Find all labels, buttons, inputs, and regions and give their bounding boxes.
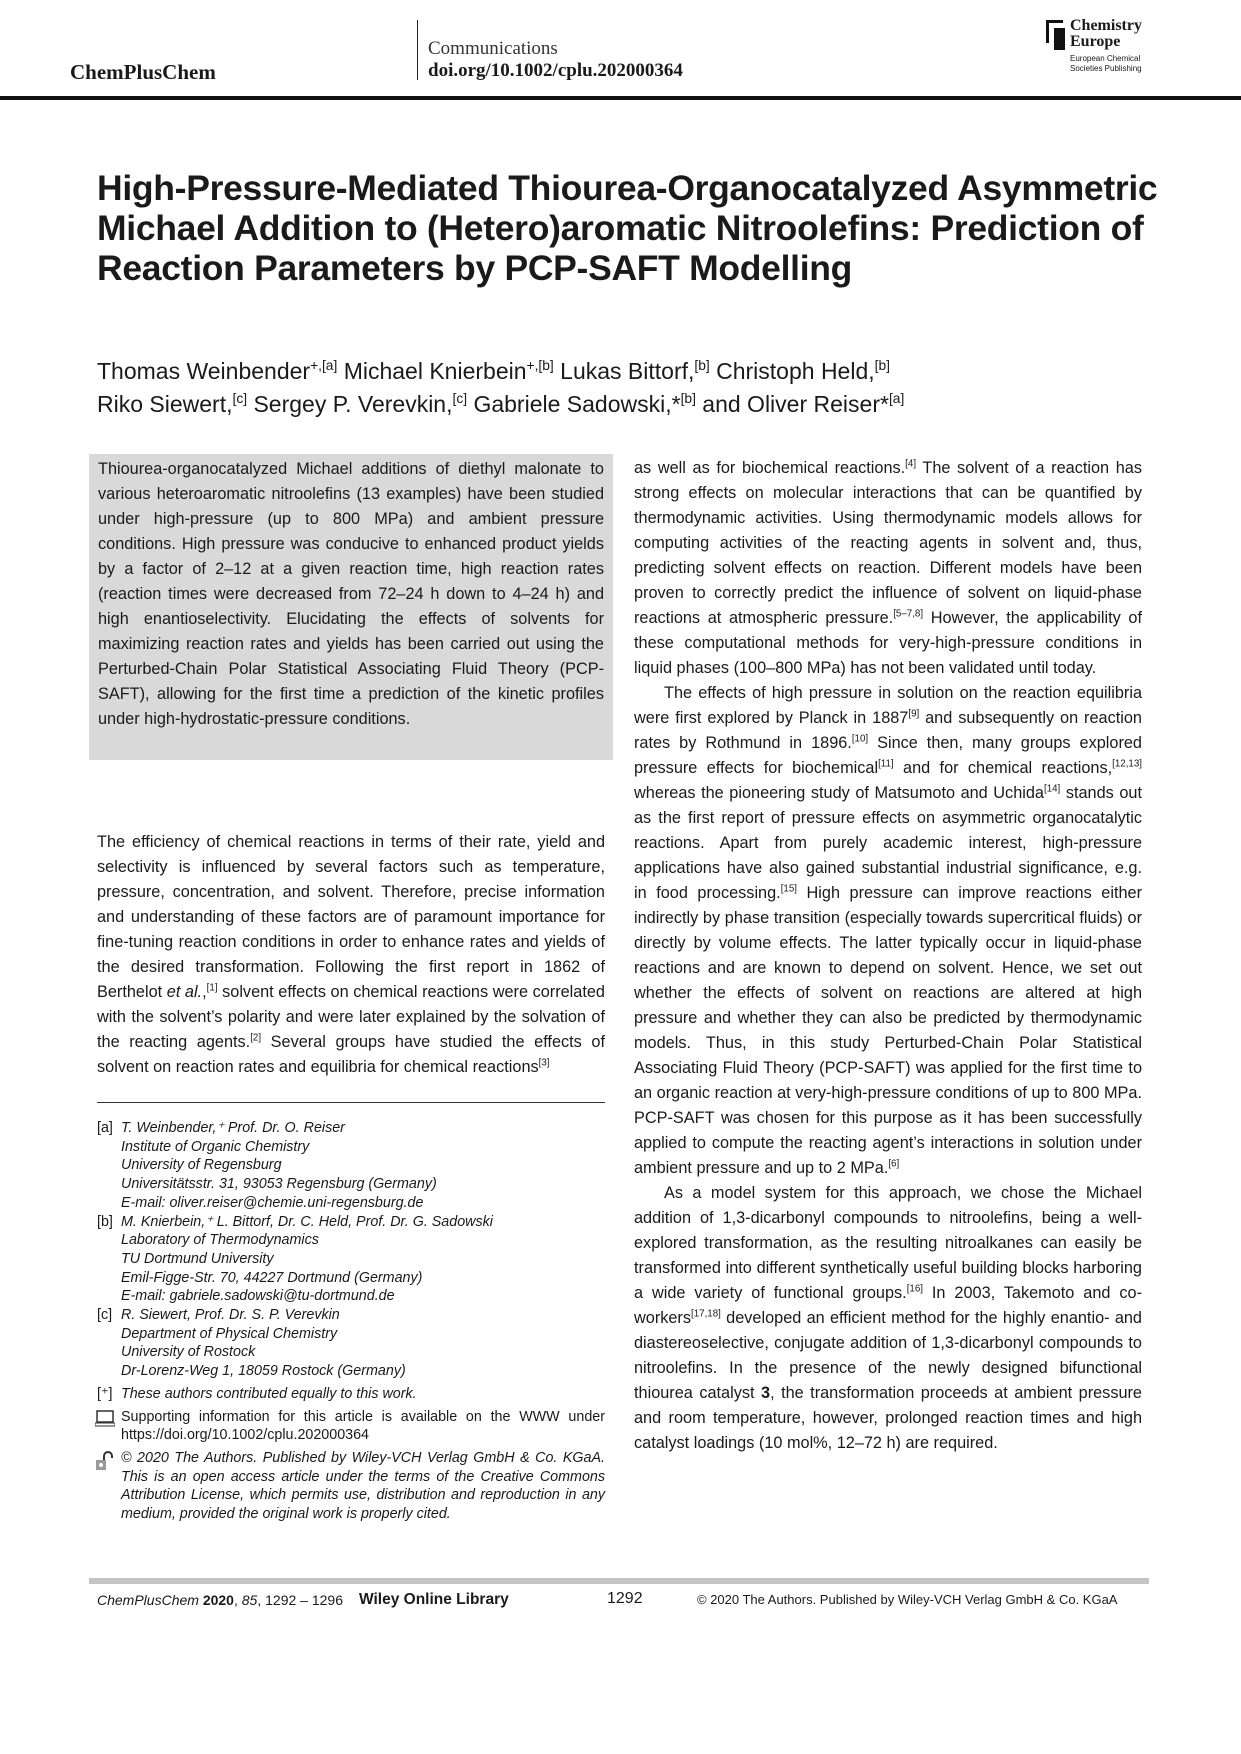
- footnotes: [97, 1119, 605, 1524]
- reference-superscript: [b]: [694, 358, 710, 374]
- text-run: Lukas Bittorf,: [553, 358, 695, 384]
- right_body-paragraph: [634, 681, 1142, 1181]
- affiliation-line: University of Rostock: [121, 1344, 256, 1361]
- affiliation-line: Department of Physical Chemistry: [121, 1325, 338, 1342]
- reference-superscript: [11]: [878, 758, 894, 770]
- page-footer: [97, 1592, 1147, 1614]
- text-run: and Oliver Reiser*: [695, 391, 889, 417]
- affiliation-line: University of Regensburg: [121, 1157, 282, 1174]
- footer-journal: ChemPlusChem: [97, 1592, 199, 1608]
- reference-superscript: [6]: [888, 1158, 900, 1170]
- reference-superscript: [1]: [206, 982, 218, 994]
- affiliation-line: Emil-Figge-Str. 70, 44227 Dortmund (Germany): [121, 1269, 423, 1286]
- reference-superscript: [4]: [905, 458, 917, 470]
- text-run: Michael Knierbein: [337, 358, 527, 384]
- text-run: Gabriele Sadowski,*: [467, 391, 681, 417]
- reference-superscript: [17,18]: [691, 1308, 721, 1320]
- right_body-paragraph: [634, 456, 1142, 681]
- affiliation-line: T. Weinbender,⁺ Prof. Dr. O. Reiser: [121, 1120, 345, 1136]
- affiliation-label: [b]: [97, 1213, 113, 1230]
- text-run: Thomas Weinbender: [97, 358, 311, 384]
- text-run: stands out as the first report of pressure effects on asymmetric organocatalytic reactions. Apart from purely academic interest, high-pressure applications have also gained substantial industrial significance, e.g. in food processing.: [634, 784, 1142, 902]
- reference-superscript: [5–7,8]: [893, 608, 924, 620]
- text-run: As a model system for this approach, we chose the Michael addition of 1,3-dicarbonyl compounds to nitroolefins, being a well-explored transformation, as the resulting nitroalkanes can easily be transformed into different synthetically useful building blocks harboring a wide variety of functional groups.: [634, 1184, 1142, 1302]
- text-run: The efficiency of chemical reactions in terms of their rate, yield and selectivity is influenced by several factors such as temperature, pressure, concentration, and solvent. Therefore, precise information and understanding of these factors are of paramount importance for fine-tuning reaction conditions in order to enhance rates and yields of the desired transformation. Following the first report in 1862 of Berthelot: [97, 833, 605, 1001]
- supporting-info-text[interactable]: Supporting information for this article is available on the WWW under https://doi.org/10.1002/cplu.202000364: [121, 1408, 605, 1444]
- text-run: , the transformation proceeds at ambient pressure and room temperature, however, prolonged reaction times and high catalyst loadings (10 mol%, 12–72 h) are required.: [634, 1384, 1142, 1452]
- body-right-column: [634, 456, 1142, 1456]
- text-run: The solvent of a reaction has strong effects on molecular interactions that can be quantified by thermodynamic activities. Using thermodynamic models allows for computing activities of the reacting agents in solvent and, thus, predicting solvent effects on reaction. Different models have been proven to correctly predict the influence of solvent on liquid-phase reactions at atmospheric pressure.: [634, 459, 1142, 627]
- text-run: Riko Siewert,: [97, 391, 233, 417]
- abstract: [89, 454, 613, 760]
- footer-bar: [89, 1578, 1149, 1584]
- equal-contribution-label: [⁺]: [97, 1385, 113, 1402]
- chemistry-europe-logo: [1046, 18, 1176, 80]
- affiliation: [97, 1119, 605, 1213]
- license-text: © 2020 The Authors. Published by Wiley-VCH Verlag GmbH & Co. KGaA. This is an open access article under the terms of the Creative Commons Attribution License, which permits use, distribution and reproduction in any medium, provided the original work is properly cited.: [121, 1449, 605, 1523]
- equal-contribution-note: [97, 1385, 605, 1404]
- footer-volume: 85: [241, 1592, 258, 1608]
- text-run: et al.: [166, 983, 203, 1001]
- supporting-info-note: [97, 1408, 605, 1445]
- author-list: [97, 355, 1217, 421]
- left_body-paragraph: [97, 830, 605, 1080]
- affiliations: [97, 1119, 605, 1381]
- header-divider: [417, 20, 418, 80]
- text-run: and for chemical reactions,: [893, 759, 1113, 777]
- logo-sub-line2: Societies Publishing: [1070, 64, 1142, 73]
- text-run: solvent effects on chemical reactions were correlated with the solvent’s polarity and were later explained by the solvation of the reacting agents.: [97, 983, 605, 1051]
- reference-superscript: [b]: [680, 391, 696, 407]
- text-run: In 2003, Takemoto and co-workers: [634, 1284, 1142, 1327]
- logo-subtitle: [1070, 54, 1142, 74]
- affiliation-line: Institute of Organic Chemistry: [121, 1138, 310, 1155]
- footnote-rule: [97, 1102, 605, 1103]
- text-run: ,: [202, 983, 207, 1001]
- open-lock-icon: [95, 1451, 115, 1477]
- text-run: The effects of high pressure in solution on the reaction equilibria were first explored by Planck in 1887: [634, 684, 1142, 727]
- text-run: and subsequently on reaction rates by Rothmund in 1896.: [634, 709, 1142, 752]
- equal-contribution-text: These authors contributed equally to this work.: [121, 1385, 417, 1402]
- affiliation-line: Universitätsstr. 31, 93053 Regensburg (Germany): [121, 1176, 437, 1193]
- reference-superscript: [2]: [250, 1032, 262, 1044]
- affiliation: [97, 1306, 605, 1381]
- authors-paragraph: [97, 355, 1217, 388]
- wiley-online-library-link[interactable]: Wiley Online Library: [359, 1591, 509, 1608]
- affiliation-label: [c]: [97, 1307, 113, 1324]
- header-rule: [0, 96, 1241, 100]
- affiliation-line[interactable]: E-mail: oliver.reiser@chemie.uni-regensburg.de: [121, 1194, 424, 1211]
- authors-paragraph: [97, 388, 1217, 421]
- text-run: 3: [761, 1384, 771, 1402]
- logo-name-line2: Europe: [1070, 33, 1121, 50]
- footer-year: 2020: [202, 1592, 234, 1608]
- affiliation-line[interactable]: E-mail: gabriele.sadowski@tu-dortmund.de: [121, 1288, 395, 1305]
- computer-icon: [95, 1410, 115, 1434]
- reference-superscript: +,[a]: [310, 358, 338, 374]
- text-run: whereas the pioneering study of Matsumoto and Uchida: [634, 784, 1044, 802]
- reference-superscript: [3]: [538, 1057, 550, 1069]
- text-run: developed an efficient method for the highly enantio- and diastereoselective, conjugate addition of 1,3-dicarbonyl compounds to nitroolefins. In the presence of the newly designed bifunctional thiourea catalyst: [634, 1309, 1142, 1402]
- reference-superscript: [14]: [1043, 783, 1061, 795]
- text-run: Several groups have studied the effects of solvent on reaction rates and equilibria for chemical reactions: [97, 1033, 605, 1076]
- reference-superscript: +,[b]: [526, 358, 554, 374]
- logo-name-line1: Chemistry: [1070, 17, 1142, 34]
- reference-superscript: [a]: [888, 391, 905, 407]
- logo-name: [1070, 18, 1142, 50]
- reference-superscript: [16]: [906, 1283, 923, 1295]
- footer-pages: , 1292 – 1296: [257, 1592, 343, 1608]
- reference-superscript: [9]: [908, 708, 920, 720]
- text-run: Christoph Held,: [709, 358, 875, 384]
- citation: ChemPlusChem 2020, 85, 1292 – 1296: [97, 1592, 343, 1608]
- doi-link[interactable]: doi.org/10.1002/cplu.202000364: [428, 60, 683, 81]
- left-column: [97, 830, 605, 1524]
- logo-mark-block-icon: [1054, 28, 1065, 50]
- affiliation: [97, 1213, 605, 1307]
- affiliation-line: TU Dortmund University: [121, 1250, 274, 1267]
- reference-superscript: [10]: [851, 733, 869, 745]
- body-left-column: [97, 830, 605, 1080]
- affiliation-line: M. Knierbein,⁺ L. Bittorf, Dr. C. Held, Prof. Dr. G. Sadowski: [121, 1213, 493, 1230]
- affiliation-label: [a]: [97, 1120, 113, 1136]
- text-run: Since then, many groups explored pressure effects for biochemical: [634, 734, 1142, 777]
- right_body-paragraph: [634, 1181, 1142, 1456]
- reference-superscript: [c]: [452, 391, 468, 407]
- logo-sub-line1: European Chemical: [1070, 54, 1141, 63]
- reference-superscript: [15]: [780, 883, 797, 895]
- section-label: Communications: [428, 38, 558, 59]
- affiliation-line: Laboratory of Thermodynamics: [121, 1232, 319, 1249]
- text-run: However, the applicability of these computational methods for very-high-pressure conditions in liquid phases (100–800 MPa) has not been validated until today.: [634, 609, 1142, 677]
- footer-copyright: © 2020 The Authors. Published by Wiley-VCH Verlag GmbH & Co. KGaA: [697, 1592, 1118, 1607]
- text-run: Thiourea-organocatalyzed Michael additions of diethyl malonate to various heteroaromatic nitroolefins (13 examples) have been studied under high-pressure (up to 800 MPa) and ambient pressure conditions. High pressure was conducive to enhanced product yields by a factor of 2–12 at a given reaction time, high reaction rates (reaction times were decreased from 72–24 h down to 4–24 h) and high enantioselectivity. Elucidating the effects of solvents for maximizing reaction rates and yields has been carried out using the Perturbed-Chain Polar Statistical Associating Fluid Theory (PCP-SAFT), allowing for the first time a prediction of the kinetic profiles under high-hydrostatic-pressure conditions.: [98, 460, 604, 728]
- text-run: High pressure can improve reactions either indirectly by phase transition (especially towards supercritical fluids) or directly by volume effects. The latter typically occur in liquid-phase reactions and are known to depend on solvent. Hence, we set out whether the effects of solvent on reactions are altered at high pressure and whether they can also be predicted by thermodynamic models. Thus, in this study Perturbed-Chain Polar Statistical Associating Fluid Theory (PCP-SAFT) was applied for the first time to an organic reaction at very-high-pressure conditions of up to 800 MPa. PCP-SAFT was chosen for this purpose as it has been successfully applied to compute the reacting agent’s interactions in solution under ambient pressure and up to 2 MPa.: [634, 884, 1142, 1177]
- journal-name: ChemPlusChem: [70, 60, 216, 84]
- affiliation-line: Dr-Lorenz-Weg 1, 18059 Rostock (Germany): [121, 1363, 406, 1380]
- article-title: High-Pressure-Mediated Thiourea-Organocatalyzed Asymmetric Michael Addition to (Hetero)aromatic Nitroolefins: Prediction of Reaction Parameters by PCP-SAFT Modelling: [97, 168, 1158, 288]
- abstract-paragraph: [98, 457, 604, 732]
- reference-superscript: [b]: [874, 358, 890, 374]
- license-note: [97, 1449, 605, 1524]
- reference-superscript: [12,13]: [1112, 758, 1142, 770]
- text-run: Sergey P. Verevkin,: [247, 391, 453, 417]
- reference-superscript: [c]: [232, 391, 248, 407]
- page-number: 1292: [607, 1590, 643, 1607]
- text-run: as well as for biochemical reactions.: [634, 459, 906, 477]
- affiliation-line: R. Siewert, Prof. Dr. S. P. Verevkin: [121, 1307, 340, 1324]
